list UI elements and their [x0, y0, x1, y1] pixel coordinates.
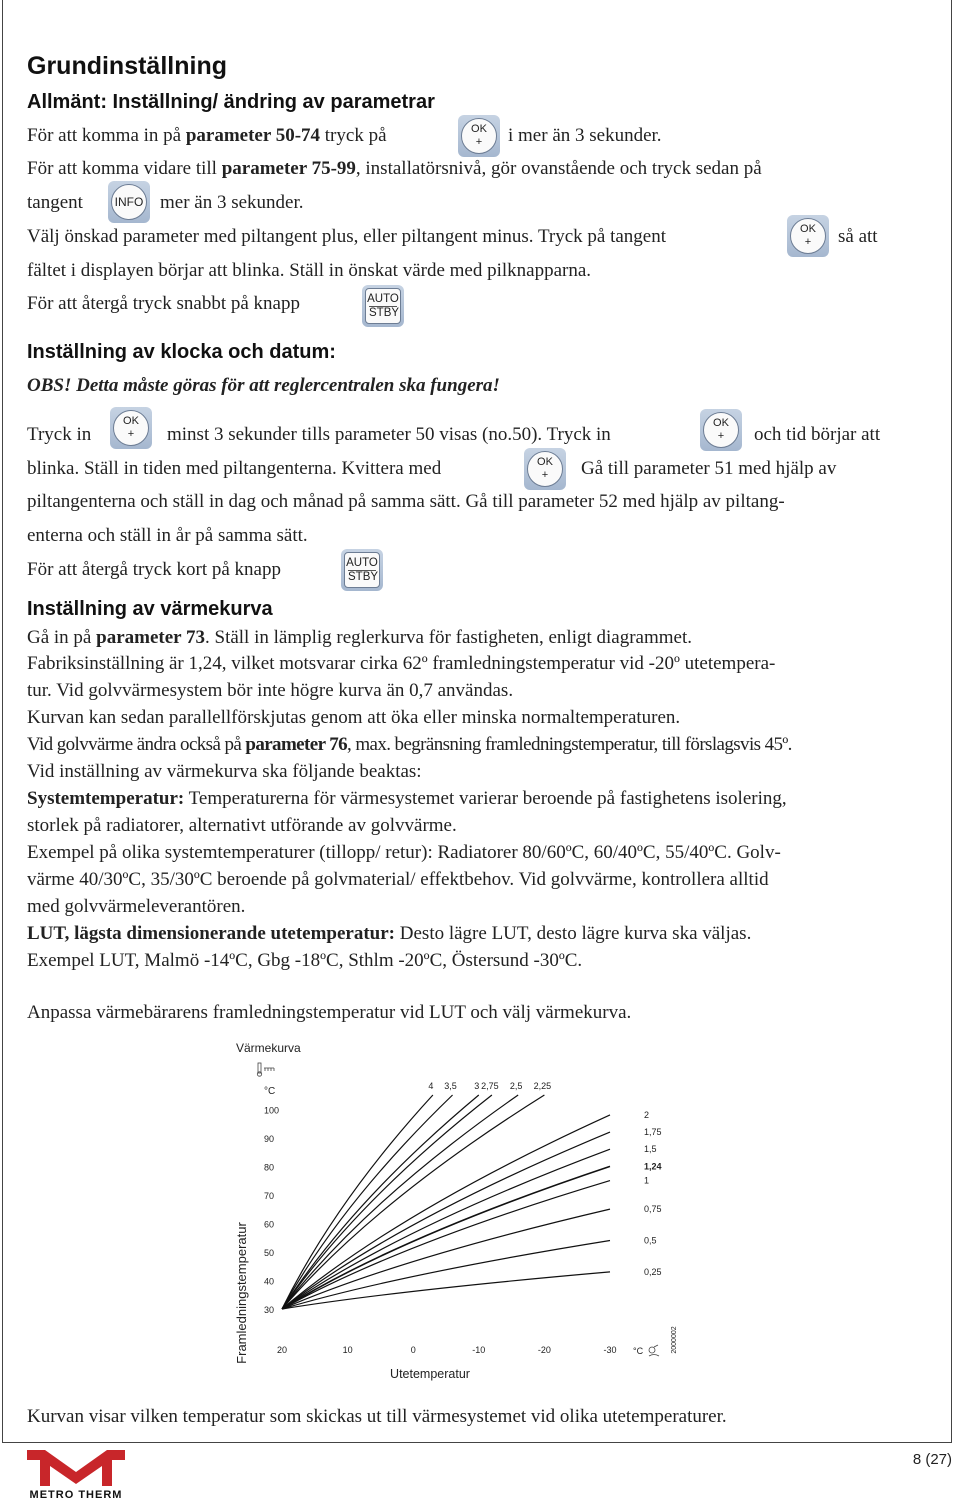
- x-tick-label: 20: [276, 1345, 288, 1355]
- text-line: LUT, lägsta dimensionerande utetemperatur: Desto lägre LUT, desto lägre kurva ska väljas.: [27, 923, 752, 944]
- text-line: För att återgå tryck kort på knapp: [27, 559, 281, 580]
- text-line: Exempel LUT, Malmö -14ºC, Gbg -18ºC, Sthlm -20ºC, Östersund -30ºC.: [27, 950, 583, 971]
- text-line: och tid börjar att: [754, 424, 881, 445]
- curve-label: 3,5: [444, 1081, 457, 1091]
- y-tick-label: 60: [264, 1219, 275, 1230]
- curve-label: 4: [428, 1081, 434, 1091]
- text-line: Fabriksinställning är 1,24, vilket motsvarar cirka 62º framledningstemperatur vid -20º utetempera-: [27, 653, 776, 674]
- text-line: blinka. Ställ in tiden med piltangenterna. Kvittera med: [27, 458, 442, 479]
- chart-caption: Kurvan visar vilken temperatur som skickas ut till värmesystemet vid olika utetemperaturer.: [27, 1406, 727, 1427]
- ok-button[interactable]: OK +: [110, 407, 152, 449]
- page-title: Grundinställning: [27, 52, 227, 80]
- x-unit: °C: [633, 1346, 644, 1356]
- x-tick-label: -30: [603, 1345, 617, 1355]
- obs-warning: OBS! Detta måste göras för att reglercentralen ska fungera!: [27, 375, 500, 396]
- text-line: Gå in på parameter 73. Ställ in lämplig reglerkurva för fastigheten, enligt diagrammet.: [27, 627, 692, 648]
- text-line: med golvvärmeleverantören.: [27, 896, 246, 917]
- curve-line: [282, 1095, 518, 1309]
- text-line: i mer än 3 sekunder.: [508, 125, 662, 146]
- ok-button[interactable]: OK +: [700, 409, 742, 451]
- y-tick-label: 80: [264, 1162, 275, 1173]
- y-tick-label: 70: [264, 1190, 275, 1201]
- curve-label: 1,75: [644, 1127, 662, 1138]
- y-tick-label: 90: [264, 1133, 275, 1144]
- x-tick-label: 0: [410, 1345, 416, 1355]
- text-line: Exempel på olika systemtemperaturer (tillopp/ retur): Radiatorer 80/60ºC, 60/40ºC, 55/40ºC. Golv-: [27, 842, 781, 863]
- text-line: Vid inställning av värmekurva ska följande beaktas:: [27, 761, 422, 782]
- y-unit: °C: [264, 1086, 276, 1097]
- text-line: Systemtemperatur: Temperaturerna för värmesystemet varierar beroende på fastighetens isolering,: [27, 788, 787, 809]
- page-number: 8 (27): [912, 1451, 952, 1468]
- curve-label: 1,5: [644, 1144, 657, 1155]
- thermometer-icon: [257, 1063, 274, 1076]
- text-line: Kurvan kan sedan parallellförskjutas genom att öka eller minska normaltemperaturen.: [27, 707, 681, 728]
- x-tick-labels: [277, 1345, 617, 1355]
- text-line: värme 40/30ºC, 35/30ºC beroende på golvmaterial/ effektbehov. Vid golvvärme, kontrollera alltid: [27, 869, 769, 890]
- section-heading-clock: Inställning av klocka och datum:: [27, 341, 336, 363]
- chart-title: Värmekurva: [236, 1041, 301, 1055]
- text-line: enterna och ställ in år på samma sätt.: [27, 525, 308, 546]
- text-line: Tryck in: [27, 424, 92, 445]
- text-line: tur. Vid golvvärmesystem bör inte högre kurva än 0,7 användas.: [27, 680, 514, 701]
- ok-button[interactable]: OK +: [524, 448, 566, 490]
- curve-label: 2,5: [509, 1081, 523, 1091]
- curve-label: 0,75: [644, 1204, 662, 1215]
- text-line: Gå till parameter 51 med hjälp av: [581, 458, 837, 479]
- text-line: För att komma in på parameter 50-74 tryck på: [27, 125, 387, 146]
- text-line: fältet i displayen börjar att blinka. Ställ in önskat värde med pilknapparna.: [27, 260, 592, 281]
- y-tick-label: 30: [264, 1305, 275, 1315]
- x-tick-label: -20: [537, 1345, 551, 1355]
- curve-line: [282, 1149, 610, 1309]
- curve-labels: [428, 1081, 661, 1277]
- auto-stby-button[interactable]: AUTO STBY: [362, 285, 404, 327]
- curve-label: 0,5: [644, 1235, 657, 1246]
- text-line: Välj önskad parameter med piltangent plus, eller piltangent minus. Tryck på tangent: [27, 226, 666, 247]
- auto-stby-button[interactable]: AUTO STBY: [341, 549, 383, 591]
- text-line: tangent: [27, 192, 83, 213]
- outdoor-weather-icon: [649, 1345, 659, 1356]
- info-button[interactable]: INFO: [108, 181, 150, 223]
- curve-label: 2,25: [533, 1081, 552, 1091]
- heat-curve-chart: [200, 1035, 720, 1390]
- curve-label: 0,25: [644, 1266, 662, 1277]
- section-heading-heatcurve: Inställning av värmekurva: [27, 598, 273, 620]
- y-tick-label: 40: [264, 1276, 275, 1287]
- text-line: För att återgå tryck snabbt på knapp: [27, 293, 300, 314]
- x-axis-label: Utetemperatur: [390, 1367, 470, 1381]
- text-line: minst 3 sekunder tills parameter 50 visas (no.50). Tryck in: [167, 424, 611, 445]
- curve-label: 3: [474, 1081, 480, 1091]
- y-axis-label: Framledningstemperatur: [234, 1222, 249, 1364]
- text-line: storlek på radiatorer, alternativt utförande av golvvärme.: [27, 815, 457, 836]
- x-tick-label: -10: [472, 1345, 486, 1355]
- text-line: mer än 3 sekunder.: [160, 192, 304, 213]
- curve-label: 1: [644, 1175, 650, 1186]
- text-line: så att: [838, 226, 878, 247]
- text-line: För att komma vidare till parameter 75-99, installatörsnivå, gör ovanstående och tryck sedan på: [27, 158, 762, 179]
- y-tick-label: 100: [264, 1105, 280, 1116]
- curve-label: 2: [644, 1109, 650, 1120]
- x-tick-label: 10: [342, 1345, 353, 1355]
- svg-text:METRO THERM: METRO THERM: [29, 1489, 123, 1500]
- text-line: Anpassa värmebärarens framledningstemperatur vid LUT och välj värmekurva.: [27, 1002, 632, 1023]
- ok-button[interactable]: OK +: [458, 115, 500, 157]
- y-tick-label: 50: [264, 1247, 275, 1258]
- section-heading-general: Allmänt: Inställning/ ändring av parametrar: [27, 91, 435, 113]
- curve-line: [282, 1115, 610, 1309]
- ok-button[interactable]: OK +: [787, 215, 829, 257]
- curve-label: 1,24: [644, 1161, 662, 1172]
- metro-therm-logo: [27, 1450, 125, 1500]
- curves: [282, 1095, 610, 1309]
- curve-line: [282, 1095, 492, 1309]
- figure-code: 2000002: [671, 1326, 678, 1354]
- text-line: piltangenterna och ställ in dag och månad på samma sätt. Gå till parameter 52 med hjälp av piltang-: [27, 491, 785, 512]
- curve-label: 2,75: [481, 1081, 499, 1091]
- text-line: Vid golvvärme ändra också på parameter 76, max. begränsning framledningstemperatur, till förslagsvis 45º.: [27, 734, 792, 755]
- y-tick-labels: [264, 1105, 279, 1315]
